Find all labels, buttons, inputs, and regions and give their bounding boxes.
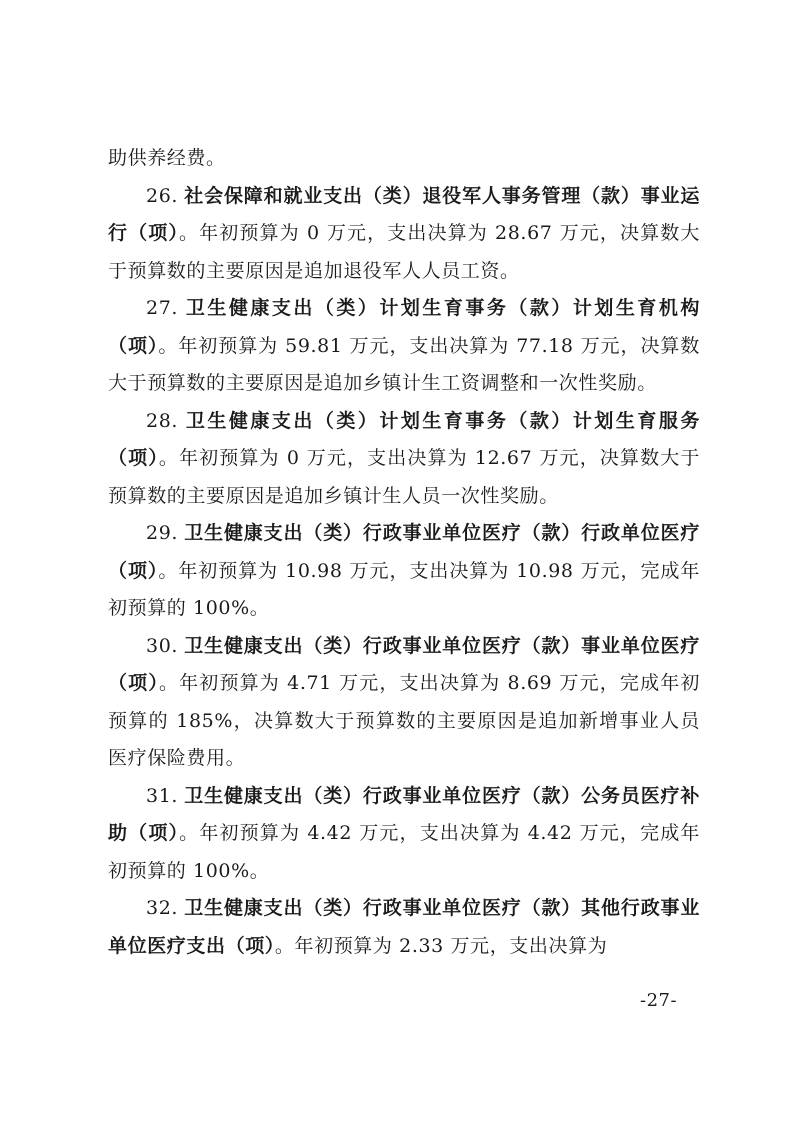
item-32: [108, 890, 700, 965]
item-28: [108, 403, 700, 516]
continuation-text: 助供养经费。: [108, 147, 226, 169]
item-heading: 卫生健康支出（类）行政事业单位医疗（款）事业单位医疗（项）: [108, 634, 700, 694]
item-number: 28.: [146, 409, 179, 432]
item-30: [108, 628, 700, 778]
item-31: [108, 778, 700, 891]
item-number: 31.: [146, 784, 179, 807]
item-heading: 卫生健康支出（类）计划生育事务（款）计划生育服务（项）: [108, 409, 700, 469]
item-heading: 卫生健康支出（类）行政事业单位医疗（款）行政单位医疗（项）: [108, 522, 700, 582]
item-body: 。年初预算为 0 万元，支出决算为 12.67 万元，决算数大于预算数的主要原因是追加乡镇计生人员一次性奖励。: [108, 447, 700, 507]
item-heading: 卫生健康支出（类）行政事业单位医疗（款）其他行政事业单位医疗支出（项）: [108, 897, 700, 957]
item-number: 29.: [146, 522, 179, 544]
item-heading: 社会保障和就业支出（类）退役军人事务管理（款）事业运行（项）: [108, 184, 700, 244]
item-26: [108, 178, 700, 291]
item-body: 。年初预算为 2.33 万元，支出决算为: [274, 934, 608, 957]
item-29: [108, 515, 700, 628]
document-page: [108, 140, 700, 965]
item-number: 26.: [146, 184, 179, 207]
item-body: 。年初预算为 4.71 万元，支出决算为 8.69 万元，完成年初预算的 185%，决算数大于预算数的主要原因是追加新增事业人员医疗保险费用。: [108, 672, 700, 769]
item-body: 。年初预算为 4.42 万元，支出决算为 4.42 万元，完成年初预算的 100%。: [108, 822, 701, 882]
item-body: 。年初预算为 59.81 万元，支出决算为 77.18 万元，决算数大于预算数的主要原因是追加乡镇计生工资调整和一次性奖励。: [108, 334, 700, 394]
item-body: 。年初预算为 10.98 万元，支出决算为 10.98 万元，完成年初预算的 100%。: [108, 559, 700, 619]
item-number: 32.: [146, 897, 179, 919]
item-number: 30.: [146, 634, 179, 657]
item-body: 。年初预算为 0 万元，支出决算为 28.67 万元，决算数大于预算数的主要原因是追加退役军人人员工资。: [108, 222, 700, 282]
item-heading: 卫生健康支出（类）行政事业单位医疗（款）公务员医疗补助（项）: [108, 784, 700, 844]
item-heading: 卫生健康支出（类）计划生育事务（款）计划生育机构（项）: [108, 297, 700, 357]
item-number: 27.: [146, 297, 179, 319]
page-number: -27-: [640, 990, 678, 1011]
item-27: [108, 290, 700, 403]
